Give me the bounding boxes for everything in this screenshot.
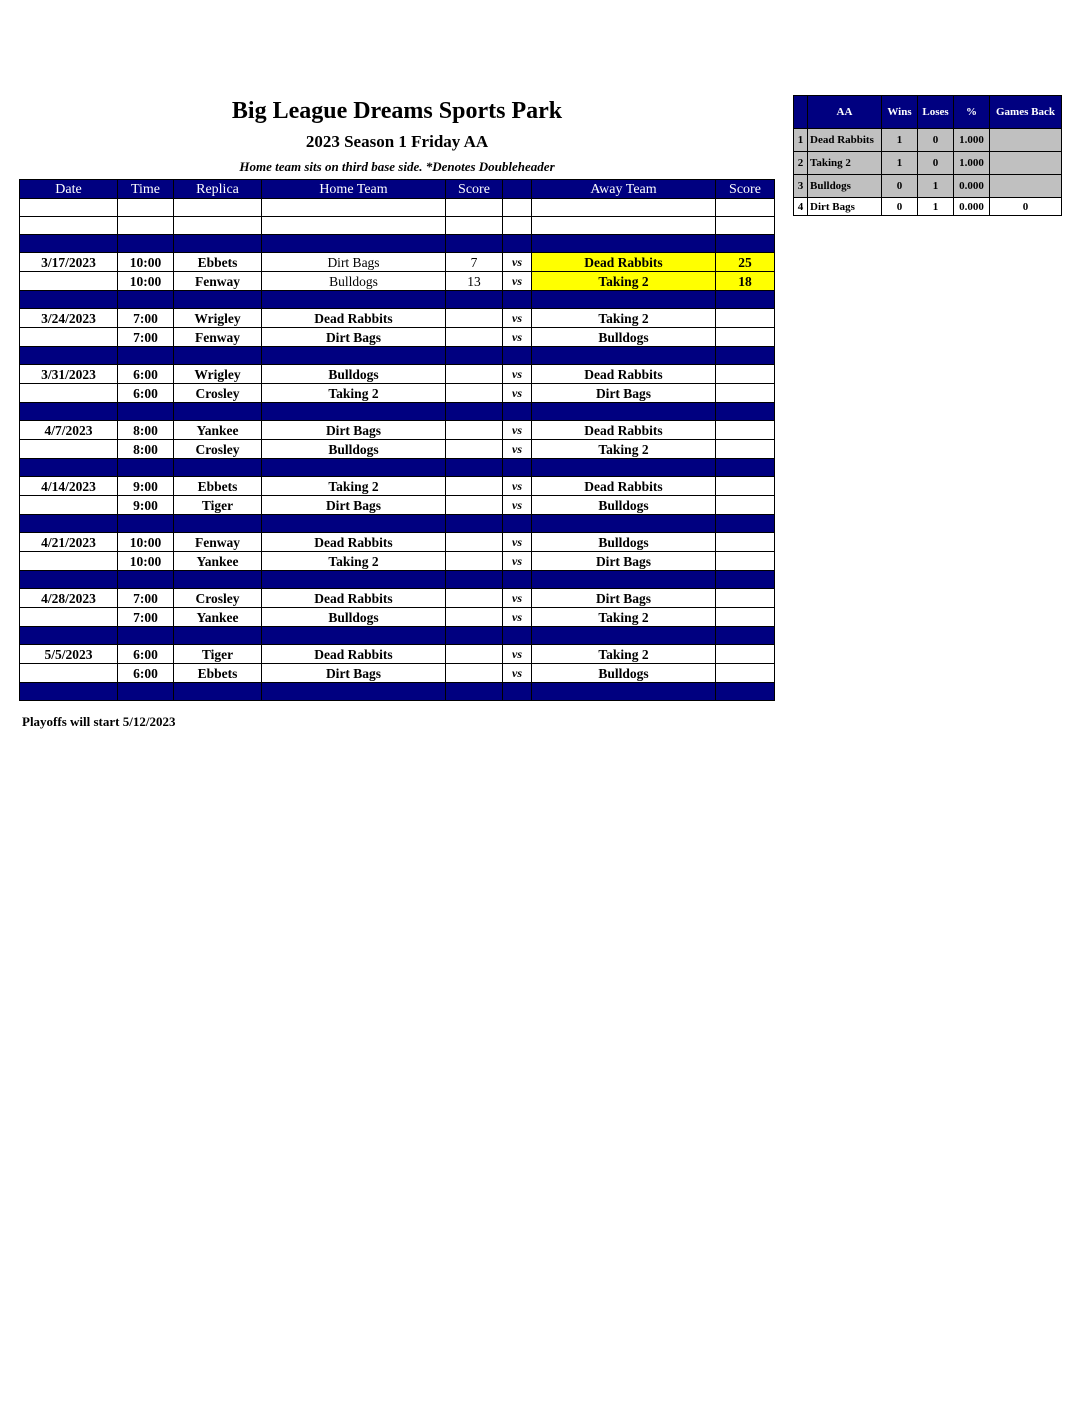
empty-cell [446,347,503,365]
standings-body [794,129,1062,216]
vs-label: vs [503,365,532,384]
standings-row [794,129,1062,152]
schedule-table [19,179,775,701]
vs-label: vs [503,552,532,571]
empty-cell [532,515,716,533]
standings-pct: 1.000 [954,152,990,175]
game-time: 10:00 [118,253,174,272]
away-team: Dead Rabbits [532,477,716,496]
standings-row [794,175,1062,198]
away-score [716,365,775,384]
empty-cell [174,403,262,421]
col-away-team: Away Team [532,180,716,199]
empty-cell [118,235,174,253]
standings-wins: 1 [882,152,918,175]
game-field: Fenway [174,533,262,552]
empty-cell [716,403,775,421]
empty-cell [118,217,174,235]
game-time: 7:00 [118,328,174,347]
game-date [20,272,118,291]
col-vs [503,180,532,199]
game-time: 8:00 [118,421,174,440]
empty-cell [20,403,118,421]
standings-games-back [990,129,1062,152]
away-team: Dead Rabbits [532,421,716,440]
empty-cell [118,515,174,533]
empty-cell [716,459,775,477]
away-team: Bulldogs [532,496,716,515]
empty-cell [20,571,118,589]
game-date: 4/21/2023 [20,533,118,552]
away-score [716,645,775,664]
empty-cell [503,403,532,421]
vs-label: vs [503,477,532,496]
standings-col-rank [794,96,808,129]
game-field: Fenway [174,272,262,291]
empty-cell [532,403,716,421]
away-score [716,552,775,571]
empty-cell [262,683,446,701]
game-field: Wrigley [174,365,262,384]
away-team: Taking 2 [532,309,716,328]
playoffs-note: Playoffs will start 5/12/2023 [22,714,176,729]
empty-cell [716,217,775,235]
game-time: 6:00 [118,645,174,664]
home-team: Taking 2 [262,384,446,403]
standings-games-back [990,152,1062,175]
empty-cell [262,347,446,365]
empty-cell [20,515,118,533]
empty-cell [20,627,118,645]
game-time: 6:00 [118,384,174,403]
empty-cell [20,199,118,217]
vs-label: vs [503,253,532,272]
empty-cell [446,403,503,421]
empty-cell [20,459,118,477]
standings-rank: 1 [794,129,808,152]
game-date: 3/24/2023 [20,309,118,328]
home-team: Bulldogs [262,608,446,627]
away-score [716,496,775,515]
home-score [446,608,503,627]
separator-row [20,683,775,701]
col-away-score: Score [716,180,775,199]
empty-cell [446,459,503,477]
home-team: Dead Rabbits [262,645,446,664]
empty-cell [262,291,446,309]
empty-cell [532,217,716,235]
empty-cell [118,627,174,645]
home-score [446,421,503,440]
game-field: Ebbets [174,477,262,496]
standings-row [794,198,1062,216]
away-score [716,440,775,459]
col-home-team: Home Team [262,180,446,199]
home-team: Dirt Bags [262,496,446,515]
game-row [20,664,775,683]
away-score: 18 [716,272,775,291]
standings-wins: 1 [882,129,918,152]
empty-cell [716,627,775,645]
separator-row [20,291,775,309]
home-team: Taking 2 [262,552,446,571]
home-score [446,589,503,608]
empty-cell [118,571,174,589]
home-team: Taking 2 [262,477,446,496]
blank-row [20,217,775,235]
empty-cell [503,199,532,217]
separator-row [20,627,775,645]
standings-col-loses: Loses [918,96,954,129]
away-score [716,608,775,627]
game-date: 3/31/2023 [20,365,118,384]
game-date: 4/14/2023 [20,477,118,496]
game-field: Ebbets [174,253,262,272]
empty-cell [118,459,174,477]
standings-table [793,95,1062,216]
empty-cell [532,627,716,645]
away-score [716,421,775,440]
game-row [20,608,775,627]
empty-cell [262,571,446,589]
away-team: Dirt Bags [532,384,716,403]
game-row [20,253,775,272]
empty-cell [503,459,532,477]
vs-label: vs [503,309,532,328]
empty-cell [174,627,262,645]
empty-cell [503,217,532,235]
standings-col-games-back: Games Back [990,96,1062,129]
game-field: Yankee [174,608,262,627]
home-team: Dirt Bags [262,421,446,440]
empty-cell [716,515,775,533]
home-team: Dirt Bags [262,328,446,347]
empty-cell [174,217,262,235]
empty-cell [118,403,174,421]
standings-col-pct: % [954,96,990,129]
empty-cell [174,459,262,477]
standings-team: Bulldogs [808,175,882,198]
game-row [20,384,775,403]
away-score [716,309,775,328]
game-field: Yankee [174,552,262,571]
standings-loses: 1 [918,198,954,216]
empty-cell [262,403,446,421]
game-time: 8:00 [118,440,174,459]
game-row [20,272,775,291]
game-field: Fenway [174,328,262,347]
home-score [446,645,503,664]
game-date [20,552,118,571]
vs-label: vs [503,496,532,515]
game-date: 4/28/2023 [20,589,118,608]
empty-cell [20,347,118,365]
standings-wins: 0 [882,175,918,198]
game-date: 3/17/2023 [20,253,118,272]
home-score: 13 [446,272,503,291]
empty-cell [446,291,503,309]
empty-cell [716,571,775,589]
standings-team: Dirt Bags [808,198,882,216]
empty-cell [20,683,118,701]
game-time: 7:00 [118,589,174,608]
schedule-note: Home team sits on third base side. *Denotes Doubleheader [239,159,555,174]
away-score [716,477,775,496]
empty-cell [174,199,262,217]
game-field: Crosley [174,384,262,403]
away-score [716,533,775,552]
separator-row [20,515,775,533]
game-date: 4/7/2023 [20,421,118,440]
empty-cell [503,235,532,253]
game-time: 6:00 [118,664,174,683]
empty-cell [532,347,716,365]
empty-cell [262,199,446,217]
game-row [20,309,775,328]
away-team: Bulldogs [532,328,716,347]
home-team: Bulldogs [262,440,446,459]
page-title: Big League Dreams Sports Park [231,98,563,124]
standings-wins: 0 [882,198,918,216]
empty-cell [174,571,262,589]
vs-label: vs [503,328,532,347]
col-time: Time [118,180,174,199]
vs-label: vs [503,440,532,459]
game-row [20,496,775,515]
vs-label: vs [503,421,532,440]
standings-col-wins: Wins [882,96,918,129]
home-team: Dead Rabbits [262,589,446,608]
away-team: Taking 2 [532,440,716,459]
schedule-body [20,199,775,701]
empty-cell [716,199,775,217]
game-field: Crosley [174,589,262,608]
standings-pct: 0.000 [954,175,990,198]
home-team: Dirt Bags [262,253,446,272]
game-time: 10:00 [118,533,174,552]
game-field: Yankee [174,421,262,440]
away-team: Dirt Bags [532,552,716,571]
game-field: Tiger [174,645,262,664]
game-date [20,496,118,515]
standings-header-row [794,96,1062,129]
standings-pct: 1.000 [954,129,990,152]
separator-row [20,347,775,365]
standings-games-back [990,175,1062,198]
empty-cell [262,627,446,645]
game-field: Ebbets [174,664,262,683]
standings-rank: 2 [794,152,808,175]
home-team: Dirt Bags [262,664,446,683]
game-row [20,533,775,552]
empty-cell [446,683,503,701]
away-score [716,328,775,347]
vs-label: vs [503,272,532,291]
col-date: Date [20,180,118,199]
away-score [716,384,775,403]
empty-cell [262,235,446,253]
home-score [446,664,503,683]
game-date [20,608,118,627]
game-date: 5/5/2023 [20,645,118,664]
away-team: Dead Rabbits [532,365,716,384]
standings-pct: 0.000 [954,198,990,216]
empty-cell [262,515,446,533]
game-row [20,328,775,347]
separator-row [20,571,775,589]
home-team: Dead Rabbits [262,309,446,328]
vs-label: vs [503,589,532,608]
empty-cell [532,459,716,477]
away-team: Taking 2 [532,608,716,627]
empty-cell [532,199,716,217]
empty-cell [503,291,532,309]
standings-team: Dead Rabbits [808,129,882,152]
vs-label: vs [503,533,532,552]
empty-cell [174,235,262,253]
empty-cell [174,347,262,365]
empty-cell [446,515,503,533]
empty-cell [716,235,775,253]
empty-cell [118,199,174,217]
standings-team: Taking 2 [808,152,882,175]
home-team: Dead Rabbits [262,533,446,552]
standings-row [794,152,1062,175]
home-score [446,365,503,384]
game-date [20,664,118,683]
empty-cell [174,291,262,309]
empty-cell [118,347,174,365]
empty-cell [20,235,118,253]
home-team: Bulldogs [262,272,446,291]
game-time: 9:00 [118,477,174,496]
away-score: 25 [716,253,775,272]
empty-cell [503,627,532,645]
home-score [446,552,503,571]
empty-cell [446,199,503,217]
game-row [20,552,775,571]
empty-cell [262,459,446,477]
empty-cell [716,683,775,701]
standings-games-back: 0 [990,198,1062,216]
game-date [20,440,118,459]
game-field: Crosley [174,440,262,459]
standings-rank: 4 [794,198,808,216]
season-subtitle: 2023 Season 1 Friday AA [305,132,489,151]
empty-cell [503,683,532,701]
empty-cell [446,627,503,645]
game-field: Tiger [174,496,262,515]
separator-row [20,403,775,421]
home-team: Bulldogs [262,365,446,384]
vs-label: vs [503,384,532,403]
empty-cell [532,235,716,253]
game-time: 7:00 [118,309,174,328]
away-team: Bulldogs [532,664,716,683]
col-replica: Replica [174,180,262,199]
away-team: Dead Rabbits [532,253,716,272]
game-row [20,421,775,440]
game-row [20,645,775,664]
separator-row [20,235,775,253]
game-row [20,589,775,608]
away-score [716,664,775,683]
empty-cell [174,515,262,533]
blank-row [20,199,775,217]
game-time: 7:00 [118,608,174,627]
game-time: 10:00 [118,552,174,571]
home-score [446,477,503,496]
game-time: 10:00 [118,272,174,291]
game-date [20,384,118,403]
schedule-header-row [20,180,775,199]
empty-cell [532,291,716,309]
empty-cell [446,217,503,235]
home-score [446,384,503,403]
home-score [446,309,503,328]
standings-loses: 1 [918,175,954,198]
vs-label: vs [503,664,532,683]
empty-cell [20,291,118,309]
standings-loses: 0 [918,152,954,175]
empty-cell [446,235,503,253]
standings-rank: 3 [794,175,808,198]
home-score [446,440,503,459]
empty-cell [503,571,532,589]
empty-cell [174,683,262,701]
game-time: 9:00 [118,496,174,515]
empty-cell [20,217,118,235]
game-date [20,328,118,347]
empty-cell [118,291,174,309]
empty-cell [532,571,716,589]
standings-loses: 0 [918,129,954,152]
game-row [20,365,775,384]
away-team: Bulldogs [532,533,716,552]
empty-cell [262,217,446,235]
empty-cell [716,347,775,365]
game-row [20,440,775,459]
empty-cell [716,291,775,309]
away-team: Dirt Bags [532,589,716,608]
vs-label: vs [503,608,532,627]
empty-cell [503,347,532,365]
game-time: 6:00 [118,365,174,384]
home-score: 7 [446,253,503,272]
game-field: Wrigley [174,309,262,328]
separator-row [20,459,775,477]
home-score [446,328,503,347]
away-score [716,589,775,608]
vs-label: vs [503,645,532,664]
home-score [446,533,503,552]
empty-cell [118,683,174,701]
standings-col-team: AA [808,96,882,129]
col-home-score: Score [446,180,503,199]
away-team: Taking 2 [532,272,716,291]
empty-cell [503,515,532,533]
home-score [446,496,503,515]
away-team: Taking 2 [532,645,716,664]
game-row [20,477,775,496]
empty-cell [446,571,503,589]
empty-cell [532,683,716,701]
